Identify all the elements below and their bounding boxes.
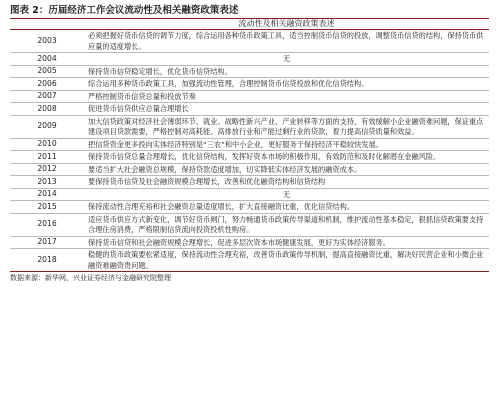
policy-text-cell: 把信贷资金更多投向实体经济特别是“三农”和中小企业，更好服务于保持经济平稳较快发展。	[84, 138, 489, 151]
year-cell: 2014	[10, 188, 84, 201]
year-cell: 2004	[10, 53, 84, 66]
table-row	[10, 103, 489, 116]
table-row	[10, 53, 489, 66]
table-row	[10, 30, 489, 53]
policy-text-cell: 保持货币信贷和社会融资规模合理增长，促进多层次资本市场健康发展，更好为实体经济服务。	[84, 236, 489, 249]
table-row	[10, 188, 489, 201]
table-row	[10, 236, 489, 249]
policy-table	[10, 18, 489, 272]
policy-text-cell: 保持流动性合理充裕和社会融资总量适度增长，扩大直接融资比重，优化信贷结构。	[84, 201, 489, 214]
policy-text-cell: 无	[84, 53, 489, 66]
year-cell: 2010	[10, 138, 84, 151]
year-cell: 2005	[10, 65, 84, 78]
table-row	[10, 176, 489, 189]
header-year-cell	[10, 19, 84, 30]
policy-text-cell: 综合运用多种货币政策工具，加强流动性管理，合理控制货币信贷投放和优化信贷结构。	[84, 78, 489, 91]
table-header-row	[10, 19, 489, 30]
year-cell: 2015	[10, 201, 84, 214]
policy-text-cell: 稳健的货币政策要松紧适度，保持流动性合理充裕，改善货币政策传导机制，提高直接融资比重，解决好民营企业和小微企业融资难融资贵问题。	[88, 250, 484, 270]
year-cell: 2016	[10, 213, 84, 236]
table-row	[10, 151, 489, 164]
year-cell: 2006	[10, 78, 84, 91]
policy-text-cell: 必须把握好货币信贷的调节力度，综合运用各种货币政策工具，适当控制货币信贷的投放，调整货币信贷的结构，保持货币供应量的适度增长。	[84, 30, 489, 53]
table-row	[10, 249, 489, 272]
year-cell: 2012	[10, 163, 84, 176]
table-row	[10, 213, 489, 236]
table-row	[10, 201, 489, 214]
year-cell: 2009	[10, 115, 84, 138]
year-cell: 2008	[10, 103, 84, 116]
table-row	[10, 138, 489, 151]
policy-text-cell: 严格控制货币信贷总量和投放节奏	[84, 90, 489, 103]
year-cell: 2003	[10, 30, 84, 53]
year-cell: 2017	[10, 236, 84, 249]
policy-text-cell: 要保持货币信贷及社会融资规模合理增长，改善和优化融资结构和信贷结构	[84, 176, 489, 189]
table-body	[10, 30, 489, 272]
policy-text-cell: 加大信贷政策对经济社会薄弱环节、就业、战略性新兴产业、产业转移等方面的支持，有效缓解小企业融资难问题，保证重点建设项目贷款需要，严格控制对高耗能、高排放行业和产能过剩行业的贷款，着力提高信贷质量和效益。	[84, 115, 489, 138]
header-text-cell: 流动性及相关融资政策表述	[84, 19, 489, 30]
year-cell: 2007	[10, 90, 84, 103]
policy-text-cell: 要适当扩大社会融资总规模，保持贷款适度增加，切实降低实体经济发展的融资成本。	[84, 163, 489, 176]
policy-text-cell: 保持货币信贷稳定增长，优化货币信贷结构。	[84, 65, 489, 78]
table-caption: 图表 2：历届经济工作会议流动性及相关融资政策表述	[10, 5, 239, 16]
policy-text-cell: 促进货币信贷供应总量合理增长	[84, 103, 489, 116]
table-row	[10, 163, 489, 176]
table-row	[10, 78, 489, 91]
table-row	[10, 90, 489, 103]
policy-text-cell: 适应货币供应方式新变化，调节好货币闸门，努力畅通货币政策传导渠道和机制，维护流动性基本稳定，狠抓信贷政策要支持合理住房消费，严格限制信贷流向投资投机性购房。	[84, 213, 489, 236]
table-row	[10, 65, 489, 78]
year-cell: 2013	[10, 176, 84, 189]
source-note: 数据来源：新华网，兴业证券经济与金融研究院整理	[10, 274, 171, 282]
table-row	[10, 115, 489, 138]
year-cell: 2018	[37, 254, 57, 264]
policy-text-cell: 保持货币信贷总量合理增长，优化信贷结构，发挥好资本市场的积极作用，有效防范和及时化解潜在金融风险。	[84, 151, 489, 164]
policy-text-cell: 无	[84, 188, 489, 201]
year-cell: 2011	[10, 151, 84, 164]
